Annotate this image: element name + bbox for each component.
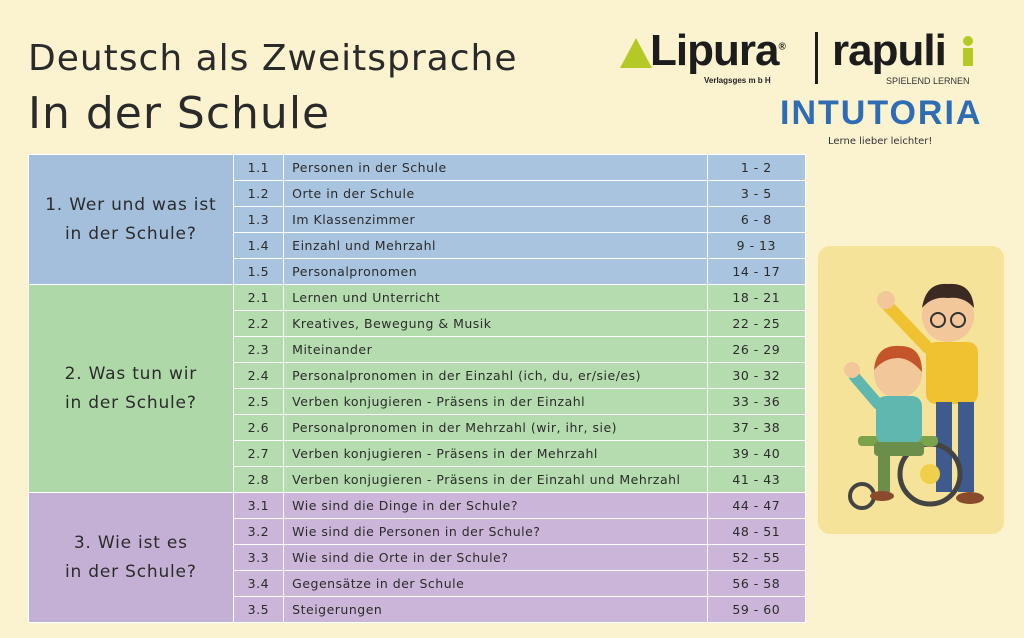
item-pages: 6 - 8 xyxy=(707,207,805,233)
section-title-line1: 2. Was tun wir xyxy=(64,363,198,384)
item-pages: 22 - 25 xyxy=(707,311,805,337)
item-number: 3.5 xyxy=(233,597,284,623)
logo-divider xyxy=(815,32,818,84)
section-title xyxy=(29,493,234,623)
page-title-line1: Deutsch als Zweitsprache xyxy=(28,38,518,79)
item-pages: 39 - 40 xyxy=(707,441,805,467)
item-topic: Wie sind die Orte in der Schule? xyxy=(284,545,707,571)
item-number: 2.1 xyxy=(233,285,284,311)
rapuli-subtitle: SPIELEND LERNEN xyxy=(886,76,970,86)
item-topic: Verben konjugieren - Präsens in der Einzahl und Mehrzahl xyxy=(284,467,707,493)
item-number: 2.5 xyxy=(233,389,284,415)
illustration-svg xyxy=(818,246,1004,534)
item-number: 3.1 xyxy=(233,493,284,519)
girl-waving-hand xyxy=(844,362,860,378)
lipura-logo: Lipura® xyxy=(650,26,785,75)
item-pages: 41 - 43 xyxy=(707,467,805,493)
item-topic: Personalpronomen in der Mehrzahl (wir, ihr, sie) xyxy=(284,415,707,441)
table-of-contents xyxy=(28,154,806,623)
item-topic: Verben konjugieren - Präsens in der Mehrzahl xyxy=(284,441,707,467)
item-number: 1.5 xyxy=(233,259,284,285)
item-pages: 26 - 29 xyxy=(707,337,805,363)
item-pages: 48 - 51 xyxy=(707,519,805,545)
item-number: 2.3 xyxy=(233,337,284,363)
item-pages: 30 - 32 xyxy=(707,363,805,389)
rapuli-logo: rapuli xyxy=(832,26,946,75)
item-topic: Im Klassenzimmer xyxy=(284,207,707,233)
section-title-line1: 3. Wie ist es xyxy=(73,532,188,553)
item-topic: Wie sind die Personen in der Schule? xyxy=(284,519,707,545)
item-topic: Personalpronomen in der Einzahl (ich, du, er/sie/es) xyxy=(284,363,707,389)
item-pages: 1 - 2 xyxy=(707,155,805,181)
item-topic: Verben konjugieren - Präsens in der Einzahl xyxy=(284,389,707,415)
publisher-logos xyxy=(620,26,990,90)
item-topic: Personen in der Schule xyxy=(284,155,707,181)
item-topic: Miteinander xyxy=(284,337,707,363)
item-number: 2.2 xyxy=(233,311,284,337)
item-topic: Orte in der Schule xyxy=(284,181,707,207)
section-title xyxy=(29,155,234,285)
item-pages: 52 - 55 xyxy=(707,545,805,571)
item-topic: Kreatives, Bewegung & Musik xyxy=(284,311,707,337)
page-title-line2: In der Schule xyxy=(28,88,331,139)
item-pages: 3 - 5 xyxy=(707,181,805,207)
item-pages: 59 - 60 xyxy=(707,597,805,623)
item-number: 1.4 xyxy=(233,233,284,259)
item-number: 2.6 xyxy=(233,415,284,441)
item-number: 1.3 xyxy=(233,207,284,233)
item-number: 2.4 xyxy=(233,363,284,389)
boy-shirt xyxy=(926,342,978,404)
item-number: 1.1 xyxy=(233,155,284,181)
table-row xyxy=(29,155,806,181)
item-pages: 56 - 58 xyxy=(707,571,805,597)
table-row xyxy=(29,493,806,519)
section-title xyxy=(29,285,234,493)
item-pages: 18 - 21 xyxy=(707,285,805,311)
item-pages: 14 - 17 xyxy=(707,259,805,285)
item-pages: 9 - 13 xyxy=(707,233,805,259)
boy-waving-hand xyxy=(877,291,895,309)
section-title-line2: in der Schule? xyxy=(65,392,197,413)
item-number: 3.2 xyxy=(233,519,284,545)
item-topic: Lernen und Unterricht xyxy=(284,285,707,311)
children-wheelchair-illustration xyxy=(818,246,1004,534)
lipura-subtitle: Verlagsges m b H xyxy=(704,76,771,85)
table-row xyxy=(29,285,806,311)
item-topic: Steigerungen xyxy=(284,597,707,623)
rapuli-figure-icon xyxy=(960,36,976,66)
item-topic: Wie sind die Dinge in der Schule? xyxy=(284,493,707,519)
item-pages: 44 - 47 xyxy=(707,493,805,519)
item-topic: Gegensätze in der Schule xyxy=(284,571,707,597)
item-number: 2.8 xyxy=(233,467,284,493)
intutoria-slogan: Lerne lieber leichter! xyxy=(828,136,933,147)
item-number: 3.4 xyxy=(233,571,284,597)
section-title-line2: in der Schule? xyxy=(65,561,197,582)
section-title-line1: 1. Wer und was ist xyxy=(45,194,217,215)
item-topic: Personalpronomen xyxy=(284,259,707,285)
item-number: 2.7 xyxy=(233,441,284,467)
item-pages: 37 - 38 xyxy=(707,415,805,441)
item-number: 1.2 xyxy=(233,181,284,207)
section-title-line2: in der Schule? xyxy=(65,223,197,244)
item-number: 3.3 xyxy=(233,545,284,571)
lipura-triangle-icon xyxy=(620,38,652,68)
intutoria-logo: INTUTORIA xyxy=(780,94,983,132)
item-pages: 33 - 36 xyxy=(707,389,805,415)
item-topic: Einzahl und Mehrzahl xyxy=(284,233,707,259)
